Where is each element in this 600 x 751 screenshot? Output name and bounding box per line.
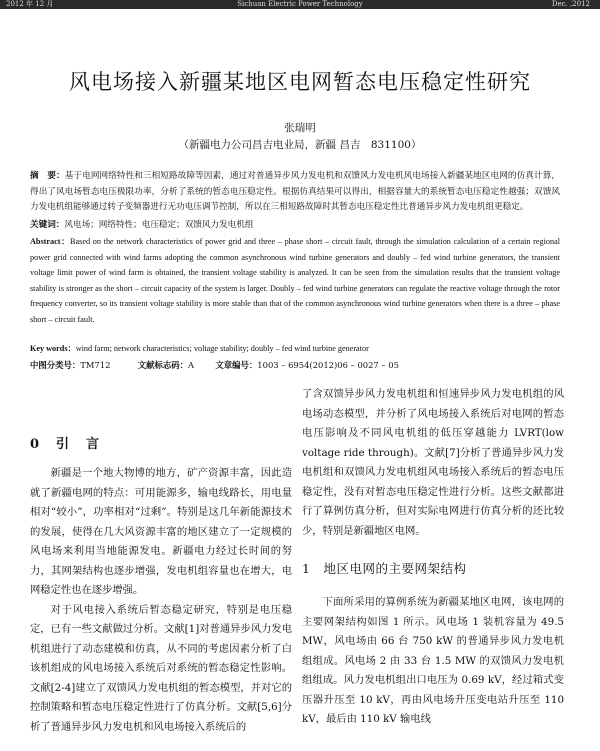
left-column bbox=[30, 385, 292, 737]
classification-line bbox=[30, 359, 560, 371]
clc-label: 中图分类号： bbox=[30, 360, 81, 370]
abstract-en bbox=[30, 234, 560, 327]
author: 张瑞明 bbox=[284, 122, 316, 134]
abstract-en-label: Abstract： bbox=[30, 237, 71, 246]
article-no-value: 1003 – 6954(2012)06 – 0027 – 05 bbox=[257, 360, 399, 370]
doc-code-value: A bbox=[188, 360, 195, 370]
keywords-cn bbox=[30, 218, 560, 230]
section-0-heading: 0 引 言 bbox=[30, 437, 102, 452]
keywords-en-text: wind farm; network characteristics; voltage stability; doubly – fed wind turbine generator bbox=[75, 344, 369, 353]
abstract-cn-label: 摘 要： bbox=[30, 171, 65, 181]
right-column bbox=[302, 385, 564, 730]
header-date: 2012 年 12 月 bbox=[6, 0, 54, 8]
section-0-paragraph-1: 新疆是一个地大物博的地方，矿产资源丰富，因此造就了新疆电网的特点：可用能源多，输电线路长，用电量相对“较小”，功率相对“过剩”。特别是这几年新能源技术的发展，使得在几大风资源丰富的地区建立了一定规模的风电场来利用当地能源发电。新疆电力经过长时间的努力，其网架结构也逐步增强，发电机组容量也在增大，电网稳定性也在逐步增强。 bbox=[30, 467, 292, 596]
header-journal: Sichuan Electric Power Technology bbox=[237, 0, 363, 8]
right-column-continuation: 了含双馈异步风力发电机组和恒速异步风力发电机组的风电场动态模型，并分析了风电场接入系统后对电网的暂态电压影响及不同风电机组的低压穿越能力 LVRT(low voltage ride through)。文献[7]分析了普通异步风力发电机组和双馈风力发电机组风电场接入系统后的暂态电压稳定性，没有对暂态电压稳定性进行分析。这些文献都进行了算例仿真分析，但对实际电网进行仿真分析的还比较少，特别是新疆地区电网。 bbox=[302, 388, 564, 537]
doc-code-label: 文献标志码： bbox=[137, 360, 188, 370]
section-0-paragraph-2: 对于风电接入系统后暂态稳定研究，特别是电压稳定，已有一些文献做过分析。文献[1]对普通异步风力发电机组进行了动态建模和仿真，从不同的考虑因素分析了白该机组成的风电场接入系统后对系统的暂态稳定性影响。文献[2-4]建立了双馈风力发电机组的暂态模型，并对它的控制策略和暂态电压稳定性进行了仿真分析。文献[5,6]分析了普通异步风力发电机和风电场接入系统后的 bbox=[30, 603, 292, 733]
section-1-paragraph-1: 下面所采用的算例系统为新疆某地区电网，该电网的主要网架结构如图 1 所示。风电场 1 装机容量为 49.5 MW，风电场由 66 台 750 kW 的普通异步风力发电机组组成。风电场 2 由 33 台 1.5 MW 的双馈风力发电机组组成。风力发电机组出口电压为 0.69 kV，经过箱式变压器升压至 10 kV，再由风电场升压变电站升压至 110 kV，最后由 110 kV 输电线 bbox=[302, 596, 564, 725]
paper-title: 风电场接入新疆某地区电网暂态电压稳定性研究 bbox=[69, 70, 531, 94]
section-1-heading: 1 地区电网的主要网架结构 bbox=[302, 561, 467, 576]
abstract-en-text: Based on the network characteristics of power grid and three – phase short – circuit fault, through the simulation calculation of a certain regional power grid connected with wind farms adopting the common asynchronous wind turbine generators and doubly – fed wind turbine generators, the transient voltage limit power of wind farm is obtained, the transient voltage stability is analyzed. It can be seen from the simulation results that the transient voltage stability is stronger as the short – circuit capacity of the system is larger. Doubly – fed wind turbine generators can regulate the reactive voltage through the rotor frequency converter, so its transient voltage stability is more stable than that of the common asynchronous wind turbine generators when there is a three – phase short – circuit fault. bbox=[30, 237, 561, 324]
article-no-label: 文章编号： bbox=[215, 360, 258, 370]
keywords-en-label: Key words： bbox=[30, 344, 76, 353]
abstract-cn-text: 基于电网网络特性和三相短路故障等因素，通过对普通异步风力发电机和双馈风力发电机风电场接入新疆某地区电网的仿真计算，得出了风电场暂态电压极限功率，分析了系统的暂态电压稳定性。根据仿真结果可以得出，相据容量大的系统暂态电压稳定性越强；双馈风力发电机组能够通过转子变频器进行无功电压调节控制，所以在三相短路故障时其暂态电压稳定性比普通异步风力发电机组更稳定。 bbox=[30, 171, 560, 212]
affiliation: （新疆电力公司昌吉电业局，新疆 昌吉 831100） bbox=[178, 139, 422, 151]
keywords-cn-label: 关键词： bbox=[30, 220, 65, 230]
keywords-en bbox=[30, 343, 560, 354]
header-date-en: Dec. ,2012 bbox=[551, 0, 590, 8]
running-header bbox=[0, 0, 600, 9]
abstract-cn bbox=[30, 169, 560, 216]
keywords-cn-text: 风电场；网络特性；电压稳定；双馈风力发电机组 bbox=[64, 220, 254, 230]
clc-value: TM712 bbox=[80, 360, 111, 370]
